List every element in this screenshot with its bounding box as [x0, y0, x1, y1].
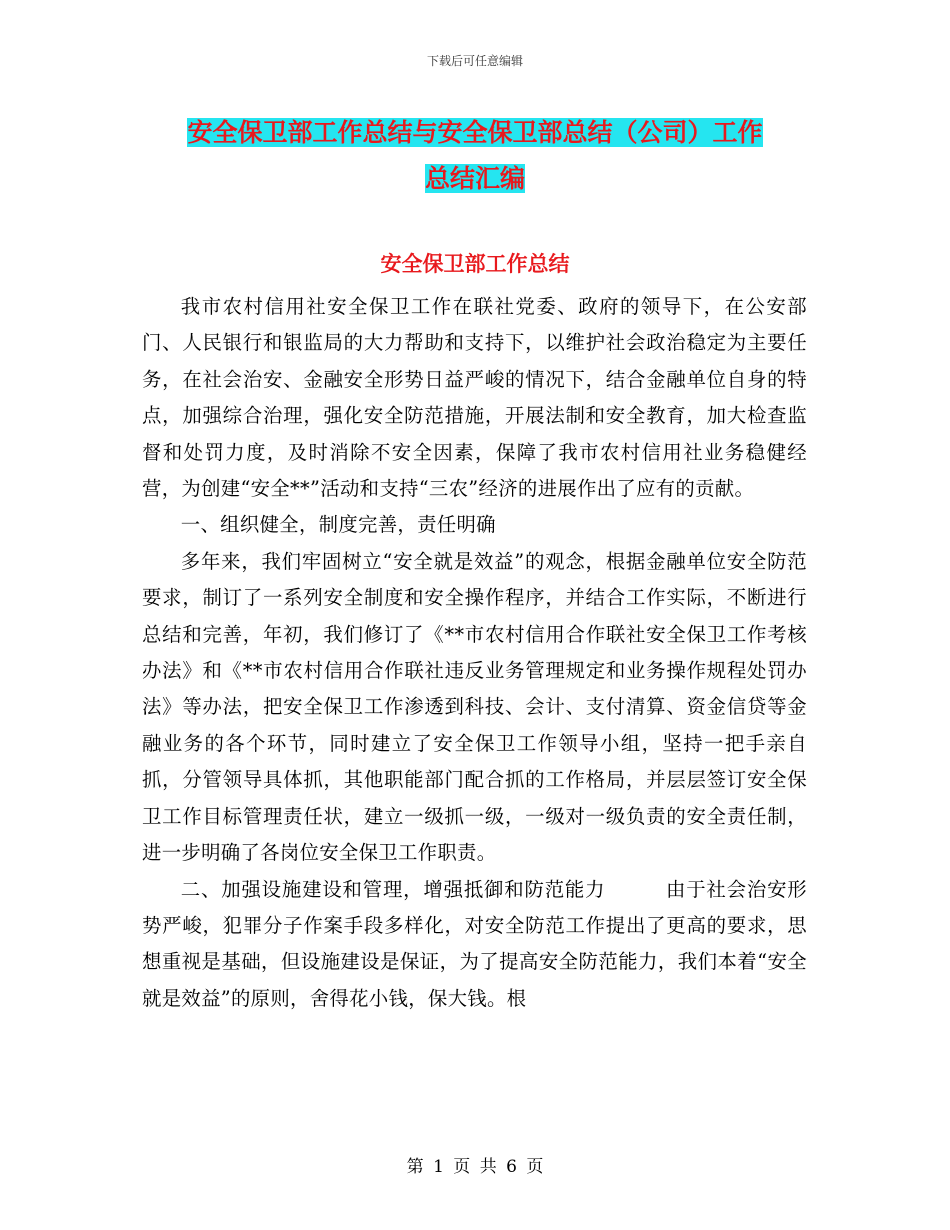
paragraph: 二、加强设施建设和管理，增强抵御和防范能力 由于社会治安形势严峻，犯罪分子作案手段多样化，对安全防范工作提出了更高的要求，思想重视是基础，但设施建设是保证，为了提高安全防范能力，我们本着“安全就是效益”的原则，舍得花小钱，保大钱。根: [142, 877, 807, 1010]
paragraph: 我市农村信用社安全保卫工作在联社党委、政府的领导下，在公安部门、人民银行和银监局的大力帮助和支持下，以维护社会政治稳定为主要任务，在社会治安、金融安全形势日益严峻的情况下，结合金融单位自身的特点，加强综合治理，强化安全防范措施，开展法制和安全教育，加大检查监督和处罚力度，及时消除不安全因素，保障了我市农村信用社业务稳健经营，为创建“安全**”活动和支持“三农”经济的进展作出了应有的贡献。: [142, 295, 807, 501]
document-title-line-2: 总结汇编: [424, 164, 525, 193]
header-note: 下载后可任意编辑: [426, 54, 523, 68]
page-footer: 第 1 页 共 6 页: [406, 1157, 544, 1177]
section-title: 安全保卫部工作总结: [380, 252, 570, 276]
document-body: [142, 289, 807, 1017]
paragraph: 多年来，我们牢固树立“安全就是效益”的观念，根据金融单位安全防范要求，制订了一系列安全制度和安全操作程序，并结合工作实际，不断进行总结和完善，年初，我们修订了《**市农村信用合作联社安全保卫工作考核办法》和《**市农村信用合作联社违反业务管理规定和业务操作规程处罚办法》等办法，把安全保卫工作渗透到科技、会计、支付清算、资金信贷等金融业务的各个环节，同时建立了安全保卫工作领导小组，坚持一把手亲自抓，分管领导具体抓，其他职能部门配合抓的工作格局，并层层签订安全保卫工作目标管理责任状，建立一级抓一级，一级对一级负责的安全责任制，进一步明确了各岗位安全保卫工作职责。: [142, 549, 807, 865]
document-title: [140, 110, 810, 202]
document-title-line-1: 安全保卫部工作总结与安全保卫部总结（公司）工作: [187, 118, 763, 147]
paragraph: 一、组织健全，制度完善，责任明确: [180, 513, 496, 537]
